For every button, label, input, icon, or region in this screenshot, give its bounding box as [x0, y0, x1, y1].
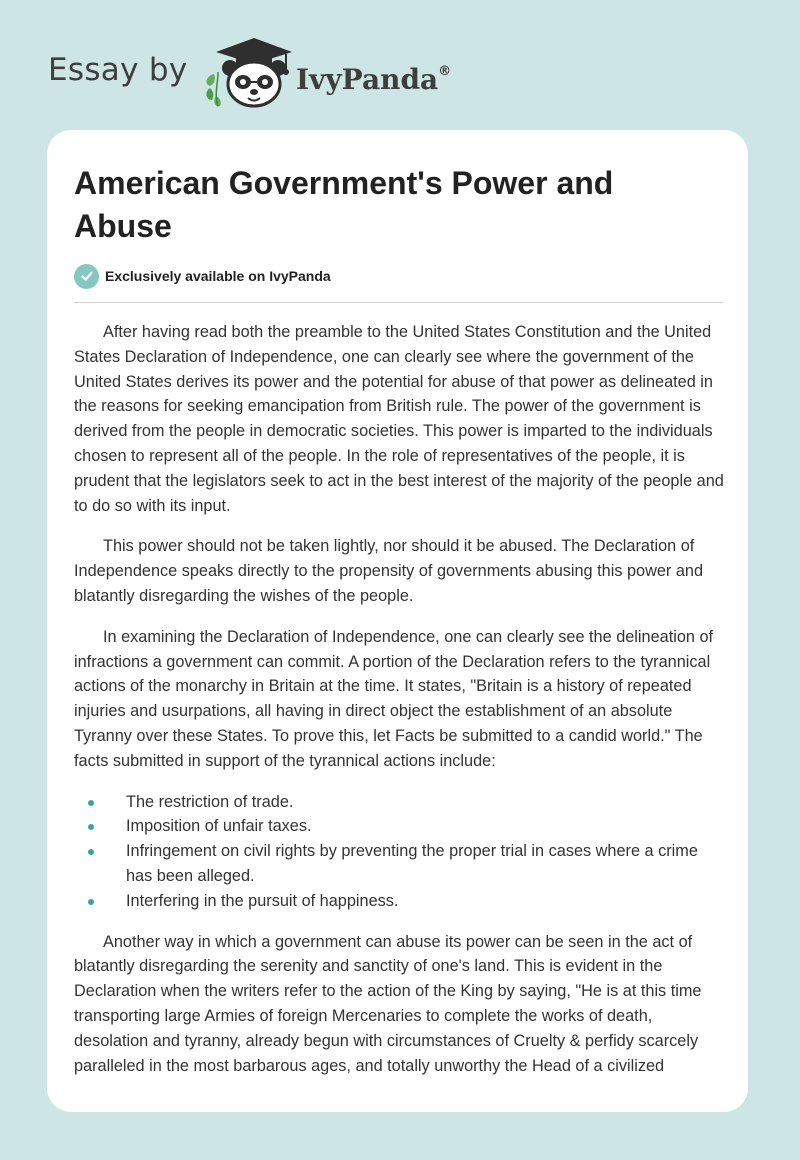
bullet-icon	[88, 899, 94, 905]
paragraph: This power should not be taken lightly, nor should it be abused. The Declaration of Independence speaks directly to the propensity of governments abusing this power and blatantly disregarding the wishes of the people.	[74, 537, 704, 605]
bullet-icon	[88, 800, 94, 806]
paragraph: In examining the Declaration of Independence, one can clearly see the delineation of infractions a government can commit. A portion of the Declaration refers to the tyrannical actions of the monarchy in Britain at the time. It states, "Britain is a history of repeated injuries and usurpations, all having in direct object the establishment of an absolute Tyranny over these States. To prove this, let Facts be submitted to a candid world." The facts submitted in support of the tyrannical actions include:	[74, 627, 714, 770]
brand-name-text: IvyPanda	[296, 63, 439, 96]
divider	[74, 302, 723, 303]
registered-mark: ®	[438, 64, 452, 79]
essay-title: American Government's Power and Abuse	[74, 165, 614, 244]
exclusive-label: Exclusively available on IvyPanda	[105, 268, 331, 284]
paragraph: After having read both the preamble to the United States Constitution and the United States Declaration of Independence, one can clearly see where the government of the United States derives its power and the potential for abuse of that power as delineated in the reasons for seeking emancipation from British rule. The power of the government is derived from the people in democratic societies. This power is imparted to the individuals chosen to represent all of the people. In the role of representatives of the people, it is prudent that the legislators seek to act in the best interest of the majority of the people and to do so with its input.	[74, 323, 724, 515]
checkmark-icon	[74, 264, 99, 289]
bullet-icon	[88, 824, 94, 830]
list-item	[74, 814, 726, 839]
brand-name[interactable]	[296, 52, 451, 100]
list-item	[74, 889, 726, 914]
essay-body	[74, 320, 726, 1094]
list-item-text: Infringement on civil rights by preventing the proper trial in cases where a crime has been alleged.	[126, 842, 698, 885]
essay-card	[47, 130, 748, 1112]
list-item-text: The restriction of trade.	[126, 792, 294, 811]
list-item-text: Interfering in the pursuit of happiness.	[126, 891, 399, 910]
paragraph: Another way in which a government can abuse its power can be seen in the act of blatantly disregarding the serenity and sanctity of one's land. This is evident in the Declaration when the writers refer to the action of the King by saying, "He is at this time transporting large Armies of foreign Mercenaries to complete the works of death, desolation and tyranny, already begun with circumstances of Cruelty & perfidy scarcely paralleled in the most barbarous ages, and totally unworthy the Head of a civilized	[74, 932, 702, 1075]
ivypanda-logo-icon[interactable]	[196, 34, 300, 110]
list-item	[74, 790, 726, 815]
exclusive-badge	[74, 263, 331, 289]
facts-list	[74, 790, 726, 914]
site-header	[0, 0, 800, 130]
essay-by-label: Essay by	[48, 52, 188, 88]
list-item	[74, 839, 726, 889]
bullet-icon	[88, 849, 94, 855]
list-item-text: Imposition of unfair taxes.	[126, 817, 312, 836]
